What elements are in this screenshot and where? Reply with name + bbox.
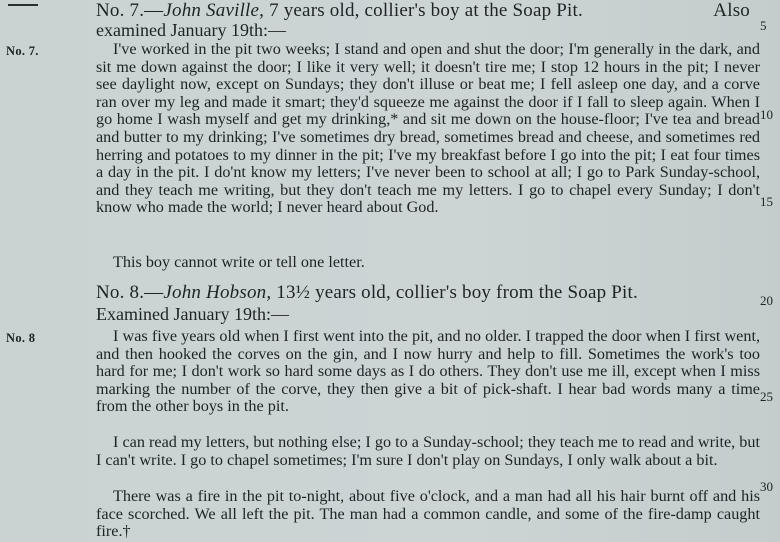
line-number-20: 20 [760, 293, 773, 308]
entry8-paragraph-1: I was five years old when I first went into the pit, and no older. I trapped the door when I first went, and then hooked the corves on the gin, and I now hurry and help to fill. Sometimes the work's too hard for me; I don't work so hard some days as I do others. They don't use me ill, except when I miss marking the number of the corve, they then give a bit of pick-shaft. I hear bad words many a time from the other boys in the pit. [96, 327, 760, 416]
entry7-paragraph-2: This boy cannot write or tell one letter. [113, 253, 365, 271]
entry7-desc: 7 years old, collier's boy at the Soap Pit. [269, 0, 583, 21]
entry7-paragraph-1: I've worked in the pit two weeks; I stand and open and shut the door; I'm generally in the dark, and sit me down against the door; I like it very well; it doesn't tire me; I stop 12 hours in the pit; I never see daylight now, except on Sundays; they don't illuse or beat me; I fell asleep one day, and a corve ran over my leg and made it smart; they'd squeeze me against the door if I fall to sleep again. When I go home I wash myself and get my drinking,* and sit me down on the house-floor; I've tea and bread and butter to my drinking; I've sometimes dry bread, sometimes bread and cheese, and sometimes red herring and potatoes to my dinner in the pit; I've my breakfast before I go into the pit; I eat four times a day in the pit. I do'nt know my letters; I've never been to school at all; I go to Park Sunday-school, and they teach me writing, but they don't teach me my letters. I go to chapel every Sunday; I don't know who made the world; I never heard about God. [96, 40, 760, 217]
entry8-paragraph-2: I can read my letters, but nothing else; I go to a Sunday-school; they teach me to read and write, but I can't write. I go to chapel sometimes; I'm sure I don't play on Sundays, I only walk about a bit. [96, 433, 760, 469]
entry7-heading: No. 7.—John Saville, 7 years old, collier's boy at the Soap Pit. Also [96, 0, 750, 21]
entry8-examined: Examined January 19th:— [96, 304, 289, 324]
line-number-30: 30 [760, 479, 773, 494]
entry7-name: John Saville, [163, 0, 265, 21]
entry8-number: No. 8. [96, 282, 145, 303]
line-number-5: 5 [760, 18, 767, 33]
entry8-heading: No. 8.—John Hobson, 13½ years old, collier's boy from the Soap Pit. [96, 282, 638, 303]
entry7-also: Also [713, 0, 750, 21]
entry7-examined: examined January 19th:— [96, 20, 286, 40]
line-number-25: 25 [760, 389, 773, 404]
entry7-margin-label: No. 7. [6, 44, 39, 58]
line-number-10: 10 [760, 107, 773, 122]
entry7-number: No. 7. [96, 0, 145, 21]
top-rule [8, 4, 38, 6]
entry8-name: John Hobson, [163, 282, 272, 303]
entry8-paragraph-3: There was a fire in the pit to-night, about five o'clock, and a man had all his hair burnt off and his face scorched. We all left the pit. The man had a common candle, and some of the fire-damp caught fire.† [96, 487, 760, 541]
entry8-desc: 13½ years old, collier's boy from the Soap Pit. [276, 282, 638, 303]
line-number-15: 15 [760, 194, 773, 209]
entry8-margin-label: No. 8 [6, 331, 36, 345]
